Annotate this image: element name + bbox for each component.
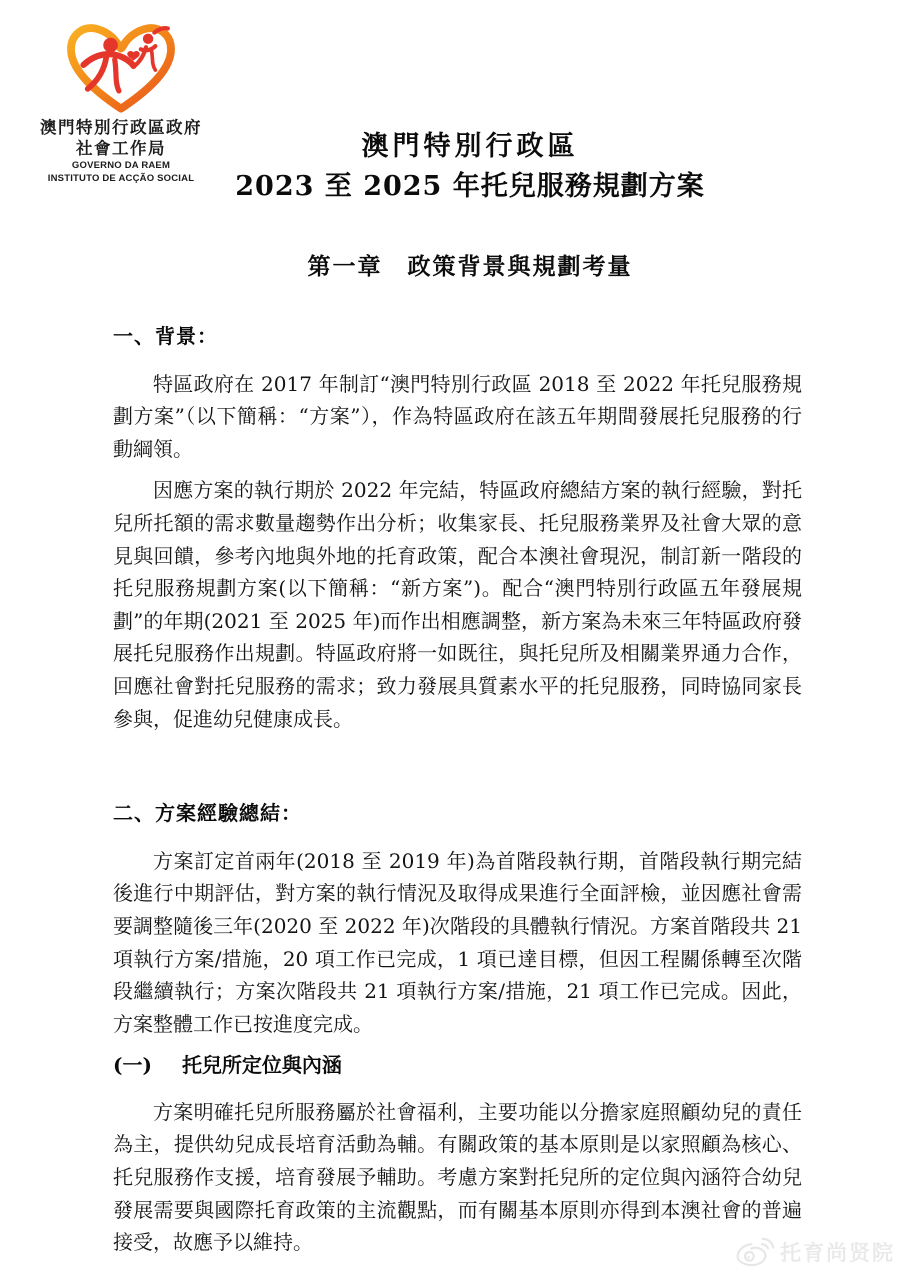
org-name-zh-line2: 社會工作局 [76,140,166,159]
org-name-pt-line2: INSTITUTO DE ACÇÃO SOCIAL [47,173,195,185]
org-name-zh-line1: 澳門特別行政區政府 [40,119,202,137]
subsection-1-title: 托兒所定位與內涵 [181,1053,342,1078]
chapter-heading: 第一章 政策背景與規劃考量 [307,253,633,280]
subsection-1-paragraph-1: 方案明確托兒所服務屬於社會福利，主要功能以分擔家庭照顧幼兒的責任為主，提供幼兒成長培育活動為輔。有關政策的基本原則是以家照顧為核心、托兒服務作支援，培育發展予輔助。考慮方案對托兒所的定位與內涵符合幼兒發展需要與國際托育政策的主流觀點，而有關基本原則亦得到本澳社會的普遍接受，故應予以維持。 [113,1099,802,1255]
section-1-paragraph-2: 因應方案的執行期於 2022 年完結，特區政府總結方案的執行經驗，對托兒所托額的需求數量趨勢作出分析；收集家長、托兒服務業界及社會大眾的意見與回饋，參考內地與外地的托育政策，配合本澳社會現況，制訂新一階段的托兒服務規劃方案(以下簡稱：“新方案”)。配合“澳門特別行政區五年發展規劃”的年期(2021 至 2025 年)而作出相應調整，新方案為未來三年特區政府發展托兒服務作出規劃。特區政府將一如既往，與托兒所及相關業界通力合作，回應社會對托兒服務的需求；致力發展具質素水平的托兒服務，同時協同家長參與，促進幼兒健康成長。 [113,478,802,731]
watermark-text: 托育尚贤院 [780,1241,895,1265]
heart-figures-logo-icon [28,18,214,118]
section-2-heading: 二、方案經驗總結： [113,801,302,826]
subsection-1-number: (一) [113,1053,152,1078]
document-title-line2: 2023 至 2025 年托兒服務規劃方案 [235,171,705,203]
subsection-1-heading [113,1049,802,1082]
document-title-line1: 澳門特別行政區 [361,131,579,162]
section-1-paragraph-1: 特區政府在 2017 年制訂“澳門特別行政區 2018 至 2022 年托兒服務規劃方案”（以下簡稱：“方案”），作為特區政府在該五年期間發展托兒服務的行動綱領。 [113,371,802,461]
section-1-heading: 一、背景： [113,324,218,348]
document-title [120,131,820,204]
org-name-pt-line1: GOVERNO DA RAEM [71,160,171,172]
watermark [735,1236,895,1268]
document-body [113,320,802,1268]
weibo-icon [735,1236,775,1268]
section-2-paragraph-1: 方案訂定首兩年(2018 至 2019 年)為首階段執行期，首階段執行期完結後進行中期評估，對方案的執行情況及取得成果進行全面評檢，並因應社會需要調整隨後三年(2020 至 2022 年)次階段的具體執行情況。方案首階段共 21 項執行方案/措施，20 項工作已完成，1 項已達目標，但因工程關係轉至次階段繼續執行；方案次階段共 21 項執行方案/措施，21 項工作已完成。因此，方案整體工作已按進度完成。 [113,848,802,1036]
